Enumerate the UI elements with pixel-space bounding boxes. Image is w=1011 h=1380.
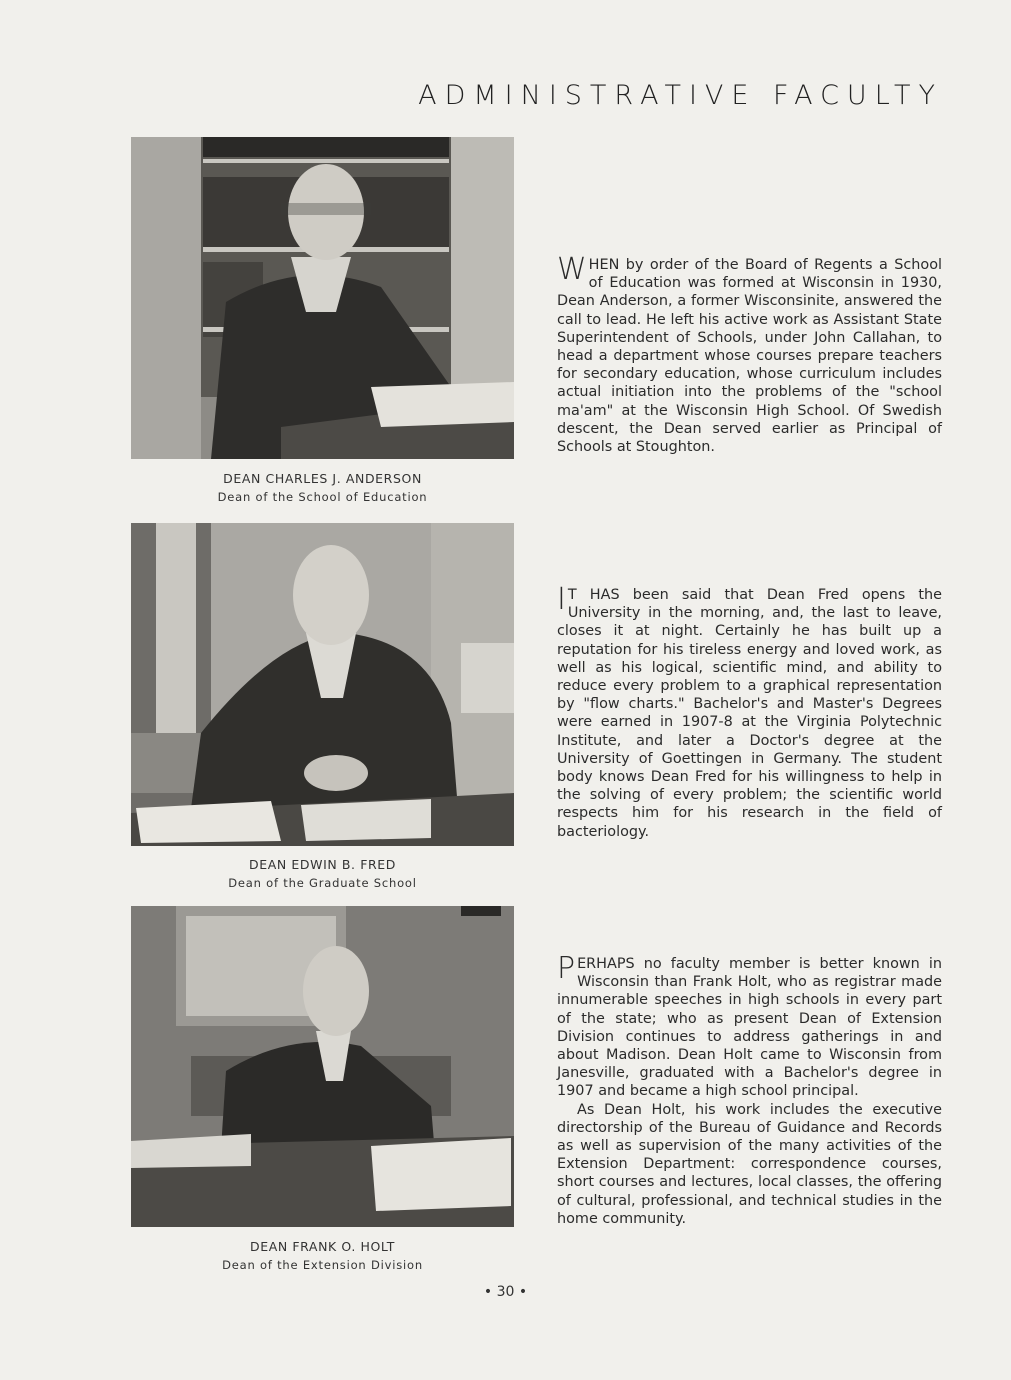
- faculty-role: Dean of the Graduate School: [228, 876, 417, 890]
- faculty-name: DEAN EDWIN B. FRED: [248, 857, 396, 872]
- portrait-photo-fred: [131, 523, 514, 846]
- bio-paragraph: ERHAPS no faculty member is better known in Wisconsin than Frank Holt, who as registrar made innumerable speeches in high schools in every part of the state; who as present Dean of Extension Division continues to address gatherings in and about Madison. Dean Holt came to Wisconsin from Janesville, graduated with a Bachelor's degree in 1907 and became a high school principal.: [557, 956, 942, 1100]
- faculty-name: DEAN FRANK O. HOLT: [249, 1239, 396, 1254]
- drop-cap: W: [557, 252, 587, 287]
- faculty-name: DEAN CHARLES J. ANDERSON: [223, 471, 422, 486]
- drop-cap: I: [557, 582, 566, 617]
- bio-paragraph: HEN by order of the Board of Regents a School of Education was formed at Wisconsin in 1930, Dean Anderson, a former Wisconsinite, answered the call to lead. He left his active work as Assistant State Superintendent of Schools, under John Callahan, to head a department whose courses prepare teachers for secondary education, whose curriculum includes actual initiation into the problems of the "school ma'am" at the Wisconsin High School. Of Swedish descent, the Dean served earlier as Principal of Schools at Stoughton.: [557, 257, 942, 456]
- bio-anderson: [557, 252, 942, 456]
- bio-paragraph: As Dean Holt, his work includes the executive directorship of the Bureau of Guidance and Records as well as supervision of the many activities of the Extension Department: correspondence courses, short courses and lectures, local classes, the offering of cultural, professional, and technical studies in the home community.: [557, 1101, 942, 1227]
- bio-fred: [557, 582, 942, 841]
- faculty-role: Dean of the School of Education: [217, 490, 428, 504]
- portrait-photo-anderson: [131, 137, 514, 459]
- page-title: ADMINISTRATIVE FACULTY: [418, 80, 943, 111]
- portrait-photo-holt: [131, 906, 514, 1227]
- page-number: • 30 •: [483, 1284, 528, 1300]
- bio-paragraph: T HAS been said that Dean Fred opens the University in the morning, and, the last to leave, closes it at night. Certainly he has built up a reputation for his tireless energy and loved work, as well as his logical, scientific mind, and ability to reduce every problem to a graphical representation by "flow charts." Bachelor's and Master's Degrees were earned in 1907-8 at the Virginia Polytechnic Institute, and later a Doctor's degree at the University of Goettingen in Germany. The student body knows Dean Fred for his willingness to help in the solving of every problem; the scientific world respects him for his research in the field of bacteriology.: [557, 587, 942, 840]
- caption-anderson: [131, 470, 514, 506]
- drop-cap: P: [557, 951, 576, 986]
- caption-fred: [131, 856, 514, 892]
- faculty-role: Dean of the Extension Division: [222, 1258, 423, 1272]
- bio-holt: [557, 951, 942, 1228]
- caption-holt: [131, 1238, 514, 1274]
